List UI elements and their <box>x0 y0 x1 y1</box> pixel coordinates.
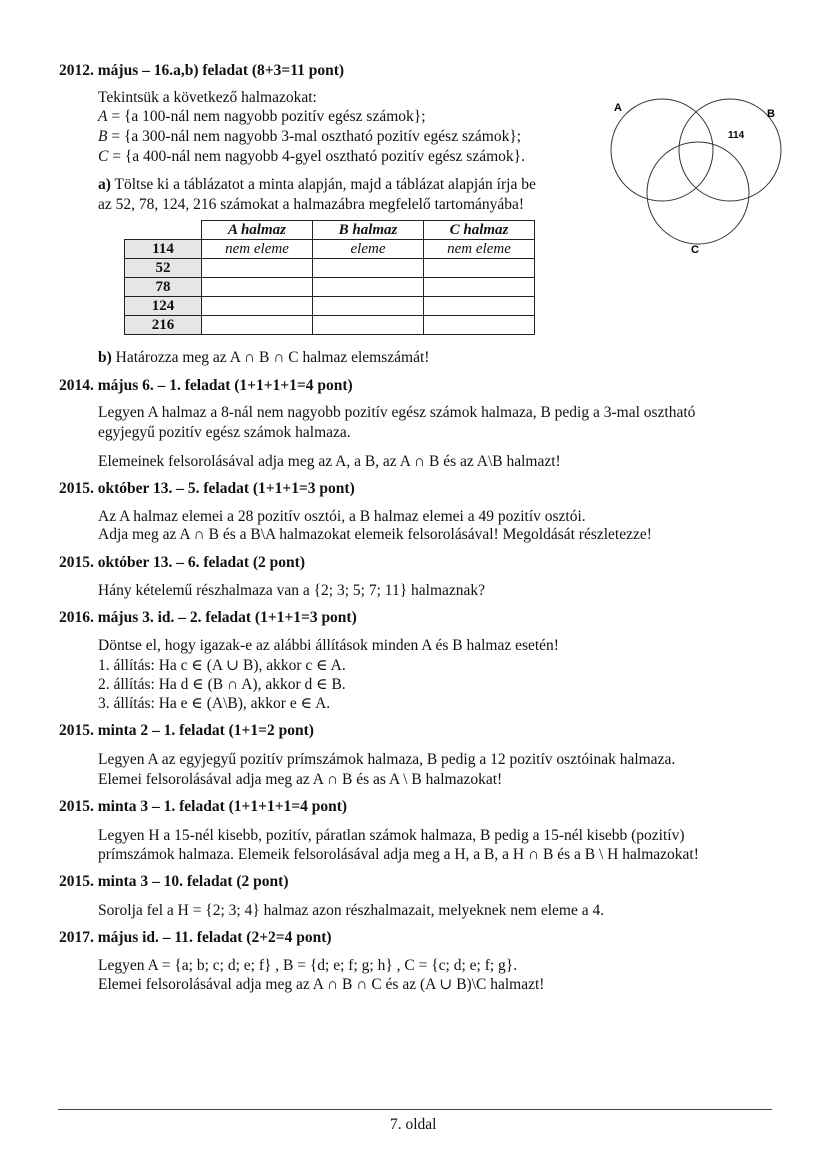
row-number: 124 <box>125 297 202 316</box>
row-number: 52 <box>125 259 202 278</box>
table-header: B halmaz <box>313 221 424 240</box>
table-cell[interactable] <box>424 259 535 278</box>
footer-rule <box>58 1109 772 1110</box>
row-number: 114 <box>125 240 202 259</box>
table-cell: eleme <box>313 240 424 259</box>
problem-text: Az A halmaz elemei a 28 pozitív osztói, a B halmaz elemei a 49 pozitív osztói. <box>98 508 586 525</box>
problem-text: Elemeinek felsorolásával adja meg az A, a B, az A ∩ B és az A\B halmazt! <box>98 453 561 470</box>
set-a-definition: A = {a 100-nál nem nagyobb pozitív egész számok}; <box>98 108 426 125</box>
venn-value: 114 <box>728 130 745 141</box>
problem-text: Legyen A = {a; b; c; d; e; f} , B = {d; e; f; g; h} , C = {c; d; e; f; g}. <box>98 957 518 974</box>
venn-label-c: C <box>691 244 699 256</box>
table-row <box>125 297 535 316</box>
table-corner <box>125 221 202 240</box>
part-b-text: b) Határozza meg az A ∩ B ∩ C halmaz elemszámát! <box>98 349 430 366</box>
venn-label-a: A <box>614 102 622 114</box>
table-cell[interactable] <box>202 259 313 278</box>
row-number: 78 <box>125 278 202 297</box>
table-cell[interactable] <box>424 278 535 297</box>
table-row <box>125 278 535 297</box>
problem-text: prímszámok halmaza. Elemeik felsorolásával adja meg a H, a B, a H ∩ B és a B \ H halmazokat! <box>98 846 699 863</box>
problem-text: Elemei felsorolásával adja meg az A ∩ B és as A \ B halmazokat! <box>98 771 503 788</box>
table-cell[interactable] <box>202 297 313 316</box>
problem-title: 2012. május – 16.a,b) feladat (8+3=11 pont) <box>59 62 345 79</box>
problem-text: Sorolja fel a H = {2; 3; 4} halmaz azon részhalmazait, melyeknek nem eleme a 4. <box>98 902 605 919</box>
problem-intro: Tekintsük a következő halmazokat: <box>98 89 317 106</box>
venn-label-b: B <box>767 108 775 120</box>
problem-text: 3. állítás: Ha e ∈ (A\B), akkor e ∈ A. <box>98 695 331 712</box>
problem-text: Döntse el, hogy igazak-e az alábbi állítások minden A és B halmaz esetén! <box>98 637 559 654</box>
table-cell[interactable] <box>202 316 313 335</box>
set-a-circle <box>611 99 713 201</box>
table-cell[interactable] <box>313 259 424 278</box>
problem-title: 2016. május 3. id. – 2. feladat (1+1+1=3 pont) <box>59 609 357 626</box>
problem-text: Adja meg az A ∩ B és a B\A halmazokat elemeik felsorolásával! Megoldását részletezze! <box>98 526 652 543</box>
table-header: C halmaz <box>424 221 535 240</box>
table-cell: nem eleme <box>202 240 313 259</box>
table-row <box>125 316 535 335</box>
problem-text: 2. állítás: Ha d ∈ (B ∩ A), akkor d ∈ B. <box>98 676 346 693</box>
problem-text: egyjegyű pozitív egész számok halmaza. <box>98 424 351 441</box>
set-c-circle <box>647 142 749 244</box>
problem-title: 2017. május id. – 11. feladat (2+2=4 pont) <box>59 929 332 946</box>
table-cell[interactable] <box>202 278 313 297</box>
venn-diagram <box>600 90 790 260</box>
problem-title: 2015. október 13. – 5. feladat (1+1+1=3 pont) <box>59 480 355 497</box>
membership-table <box>124 220 535 335</box>
table-row <box>125 240 535 259</box>
part-a-text-2: az 52, 78, 124, 216 számokat a halmazábra megfelelő tartományába! <box>98 196 525 213</box>
set-b-definition: B = {a 300-nál nem nagyobb 3-mal osztható pozitív egész számok}; <box>98 128 522 145</box>
problem-title: 2015. október 13. – 6. feladat (2 pont) <box>59 554 305 571</box>
table-cell[interactable] <box>313 297 424 316</box>
table-cell[interactable] <box>313 278 424 297</box>
part-a-text: a) Töltse ki a táblázatot a minta alapján, majd a táblázat alapján írja be <box>98 176 536 193</box>
problem-text: 1. állítás: Ha c ∈ (A ∪ B), akkor c ∈ A. <box>98 657 346 674</box>
problem-title: 2015. minta 3 – 1. feladat (1+1+1+1=4 pont) <box>59 798 348 815</box>
table-cell[interactable] <box>313 316 424 335</box>
problem-text: Legyen A az egyjegyű pozitív prímszámok halmaza, B pedig a 12 pozitív osztóinak halmaza. <box>98 751 676 768</box>
set-b-circle <box>679 99 781 201</box>
problem-title: 2015. minta 3 – 10. feladat (2 pont) <box>59 873 289 890</box>
table-cell[interactable] <box>424 297 535 316</box>
problem-title: 2015. minta 2 – 1. feladat (1+1=2 pont) <box>59 722 314 739</box>
table-header: A halmaz <box>202 221 313 240</box>
table-cell: nem eleme <box>424 240 535 259</box>
problem-text: Elemei felsorolásával adja meg az A ∩ B ∩ C és az (A ∪ B)\C halmazt! <box>98 976 545 993</box>
problem-title: 2014. május 6. – 1. feladat (1+1+1+1=4 pont) <box>59 377 353 394</box>
problem-text: Hány kételemű részhalmaza van a {2; 3; 5; 7; 11} halmaznak? <box>98 582 486 599</box>
row-number: 216 <box>125 316 202 335</box>
problem-text: Legyen H a 15-nél kisebb, pozitív, páratlan számok halmaza, B pedig a 15-nél kisebb (pozitív) <box>98 827 685 844</box>
table-cell[interactable] <box>424 316 535 335</box>
page-number: 7. oldal <box>390 1116 437 1133</box>
problem-text: Legyen A halmaz a 8-nál nem nagyobb pozitív egész számok halmaza, B pedig a 3-mal osztható <box>98 404 696 421</box>
table-row <box>125 259 535 278</box>
set-c-definition: C = {a 400-nál nem nagyobb 4-gyel osztható pozitív egész számok}. <box>98 148 525 165</box>
